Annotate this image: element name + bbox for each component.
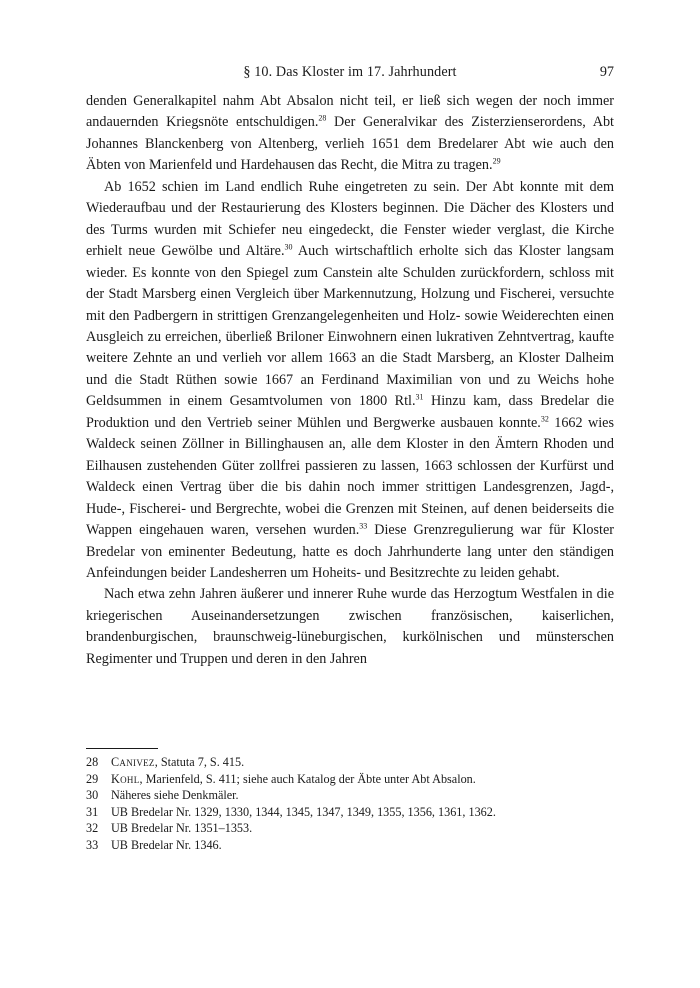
footnote-number: 31 [86, 804, 99, 819]
footnote-text [111, 771, 614, 788]
text-run: Hinzu kam, dass Bredelar die Produktion und den Vertrieb seiner Mühlen und Bergwerke ausbauen konnte. [86, 393, 614, 431]
text-run: Diese Grenzregulierung war für Kloster Bredelar von eminenter Bedeutung, hatte es doch Jahrhunderte lang unter den ständigen Anfeindungen beider Landesherren um Hoheits- und Besitzrechte zu leiden gehabt. [86, 522, 614, 581]
footnote-ref: 29 [492, 156, 501, 166]
footnote-text [111, 787, 614, 804]
text-run: Auch wirtschaftlich erholte sich das Kloster langsam wieder. Es konnte von den Spiegel zum Canstein alte Schulden zurückfordern, schloss mit der Stadt Marsberg einen Vergleich über Markennutzung, Holzung und Fischerei, versuchte mit den Padbergern in strittigen Grenzangelegenheiten und Holz- sowie Weiderechten einen Ausgleich zu erreichen, überließ Briloner Einwohnern einen lukrativen Zehntvertrag, kaufte weitere Zehnte an und verlieh vor allem 1663 an die Stadt Marsberg, an Kloster Dalheim und die Stadt Rüthen sowie 1667 an Ferdinand Maximilian von und zu Weichs hohe Geldsummen in einem Gesamtvolumen von 1800 Rtl. [86, 243, 614, 410]
text-run: Nach etwa zehn Jahren äußerer und innerer Ruhe wurde das Herzogtum Westfalen in die kriegerischen Auseinandersetzungen zwischen französischen, kaiserlichen, brandenburgischen, braunschweig-lüneburgischen, kurkölnischen und münsterschen Regimenter und Truppen und deren in den Jahren [86, 586, 614, 667]
footnotes [86, 754, 614, 854]
text-run: UB Bredelar Nr. 1351–1353. [111, 821, 253, 836]
page-number: 97 [599, 64, 614, 80]
footnote-text [111, 804, 614, 821]
footnote-ref: 31 [415, 392, 424, 402]
paragraph [86, 91, 614, 177]
footnote-ref: 32 [540, 414, 549, 424]
footnote-text [111, 837, 614, 854]
text-run: Näheres siehe Denkmäler. [111, 788, 239, 803]
paragraph [86, 177, 614, 585]
footnote [86, 804, 614, 821]
main-text [86, 91, 614, 670]
paragraph [86, 584, 614, 670]
footnote-number: 29 [86, 771, 99, 786]
footnote-ref: 30 [284, 242, 293, 252]
text-run: Ab 1652 schien im Land endlich Ruhe eingetreten zu sein. Der Abt konnte mit dem Wiederaufbau und der Restaurierung des Klosters beginnen. Die Dächer des Klosters und des Turms wurden mit Schiefer neu eingedeckt, die Fenster wieder verglast, die Kirche erhielt neue Gewölbe und Altäre. [86, 178, 614, 260]
footnote-number: 32 [86, 821, 99, 836]
text-run: Der Generalvikar des Zisterzienserordens, Abt Johannes Blanckenberg von Altenberg, verlieh 1651 dem Bredelarer Abt wie auch den Äbten von Marienfeld und Hardehausen das Recht, die Mitra zu tragen. [86, 114, 614, 174]
footnote [86, 754, 614, 771]
text-run: denden Generalkapitel nahm Abt Absalon nicht teil, er ließ sich wegen der noch immer andauernden Kriegsnöte entschuldigen. [86, 93, 614, 131]
footnote [86, 771, 614, 788]
footnote [86, 787, 614, 804]
author-name: Canivez [111, 755, 155, 769]
running-header [86, 62, 614, 82]
footnote-number: 28 [86, 755, 99, 769]
text-run: 1662 wies Waldeck seinen Zöllner in Billinghausen an, alle dem Kloster in den Ämtern Rhoden und Eilhausen zustehenden Güter zollfrei passieren zu lassen, 1663 schlossen der Kurfürst und Waldeck einen Vertrag über die bis dahin noch immer strittigen Landesgrenzen, Jagd-, Hude-, Fischerei- und Bergrechte, wobei die Grenzen mit Steinen, auf denen beiderseits die Wappen eingehauen waren, versehen wurden. [86, 414, 614, 539]
footnote-ref: 33 [359, 521, 368, 531]
text-run: , Statuta 7, S. 415. [154, 755, 245, 769]
footnote-number: 30 [86, 788, 99, 803]
text-run: UB Bredelar Nr. 1346. [111, 837, 222, 852]
footnote-text [111, 754, 614, 771]
footnote-ref: 28 [318, 113, 327, 123]
footnote-text [111, 820, 614, 837]
footnote-separator [86, 748, 158, 749]
text-run: , Marienfeld, S. 411; siehe auch Katalog der Äbte unter Abt Absalon. [139, 771, 476, 786]
text-run: UB Bredelar Nr. 1329, 1330, 1344, 1345, 1347, 1349, 1355, 1356, 1361, 1362. [111, 804, 496, 819]
footnote-number: 33 [86, 837, 99, 852]
footnote [86, 820, 614, 837]
footnote [86, 837, 614, 854]
author-name: Kohl [111, 771, 140, 786]
running-title: § 10. Das Kloster im 17. Jahrhundert [243, 64, 457, 80]
